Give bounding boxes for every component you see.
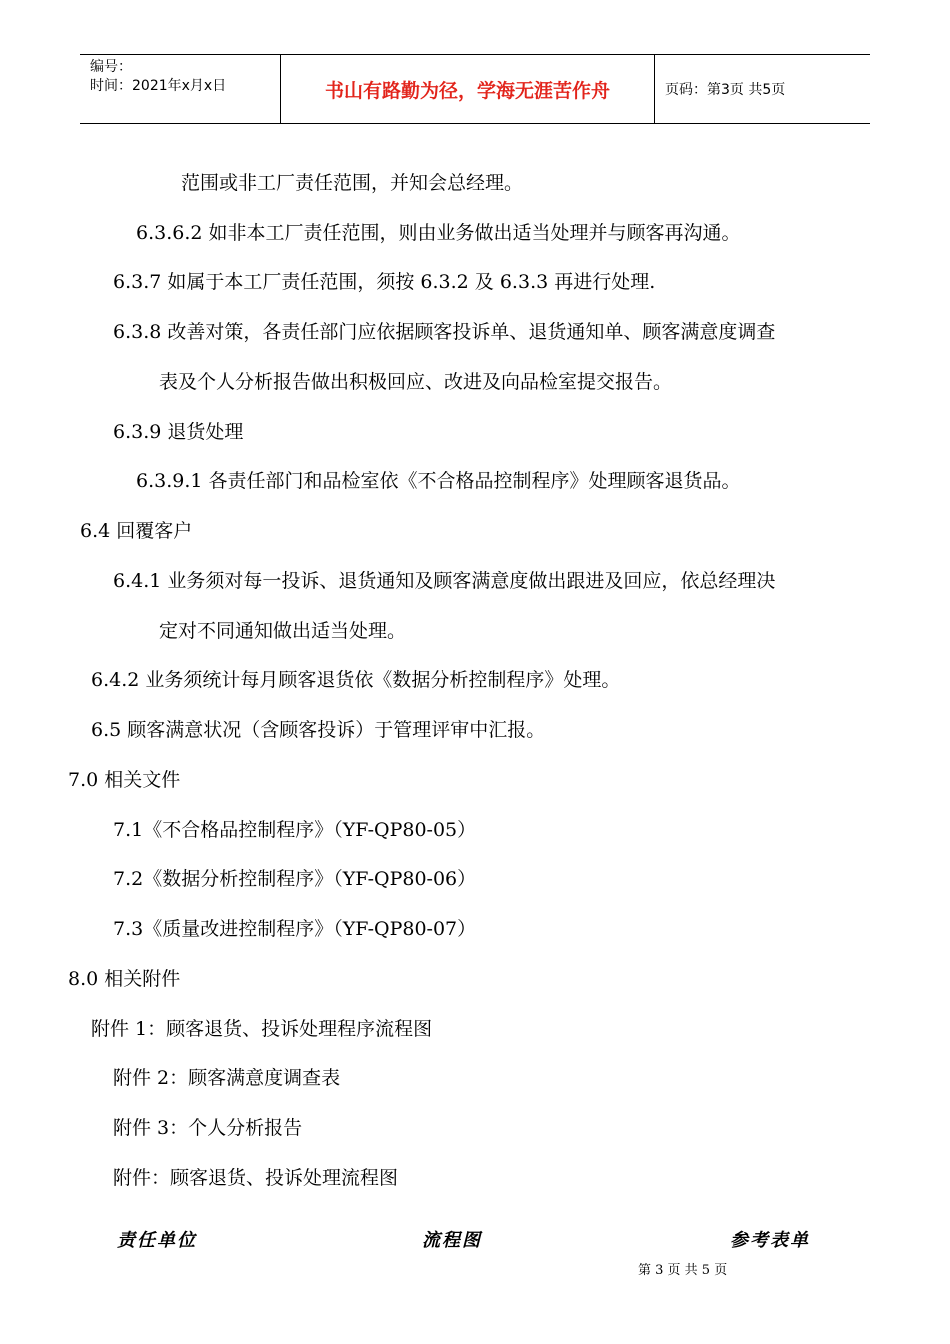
header-page-info (655, 55, 870, 123)
body-line: 7.2《数据分析控制程序》（YF-QP80-06） (113, 868, 477, 890)
body-line: 定对不同通知做出适当处理。 (159, 620, 407, 642)
body-line: 附件 1：顾客退货、投诉处理程序流程图 (91, 1018, 433, 1040)
motto-text: 书山有路勤为径，学海无涯苦作舟 (324, 79, 610, 102)
body-line: 附件 2：顾客满意度调查表 (113, 1067, 341, 1089)
body-line: 附件 3：个人分析报告 (113, 1117, 303, 1139)
body-line: 7.0 相关文件 (68, 769, 181, 791)
body-line: 范围或非工厂责任范围，并知会总经理。 (181, 172, 524, 194)
body-line: 6.3.8 改善对策，各责任部门应依据顾客投诉单、退货通知单、顾客满意度调查 (113, 321, 776, 343)
header-motto (281, 55, 655, 123)
body-line: 表及个人分析报告做出积极回应、改进及向品检室提交报告。 (159, 371, 673, 393)
reference-form-heading: 参考表单 (730, 1230, 810, 1251)
body-line: 6.3.6.2 如非本工厂责任范围，则由业务做出适当处理并与顾客再沟通。 (136, 222, 741, 244)
body-line: 附件：顾客退货、投诉处理流程图 (113, 1167, 399, 1189)
document-code-label: 编号： (90, 59, 132, 75)
header-meta (80, 55, 281, 123)
body-line: 6.4 回覆客户 (80, 520, 193, 542)
document-date: 时间：2021年x月x日 (90, 78, 227, 94)
responsible-unit-heading: 责任单位 (117, 1230, 197, 1251)
body-line: 7.1《不合格品控制程序》（YF-QP80-05） (113, 819, 477, 841)
body-line: 6.3.9 退货处理 (113, 421, 244, 443)
body-line: 6.3.9.1 各责任部门和品检室依《不合格品控制程序》处理顾客退货品。 (136, 470, 741, 492)
flowchart-heading: 流程图 (422, 1230, 482, 1251)
page-footer: 第 3 页 共 5 页 (638, 1263, 728, 1278)
page-header (80, 54, 870, 124)
body-line: 6.4.1 业务须对每一投诉、退货通知及顾客满意度做出跟进及回应，依总经理决 (113, 570, 776, 592)
page-number-label: 页码：第3页 共5页 (665, 82, 786, 98)
body-line: 6.5 顾客满意状况（含顾客投诉）于管理评审中汇报。 (91, 719, 546, 741)
body-line: 8.0 相关附件 (68, 968, 181, 990)
body-line: 7.3《质量改进控制程序》（YF-QP80-07） (113, 918, 477, 940)
body-line: 6.4.2 业务须统计每月顾客退货依《数据分析控制程序》处理。 (91, 669, 621, 691)
body-line: 6.3.7 如属于本工厂责任范围，须按 6.3.2 及 6.3.3 再进行处理. (113, 271, 656, 293)
